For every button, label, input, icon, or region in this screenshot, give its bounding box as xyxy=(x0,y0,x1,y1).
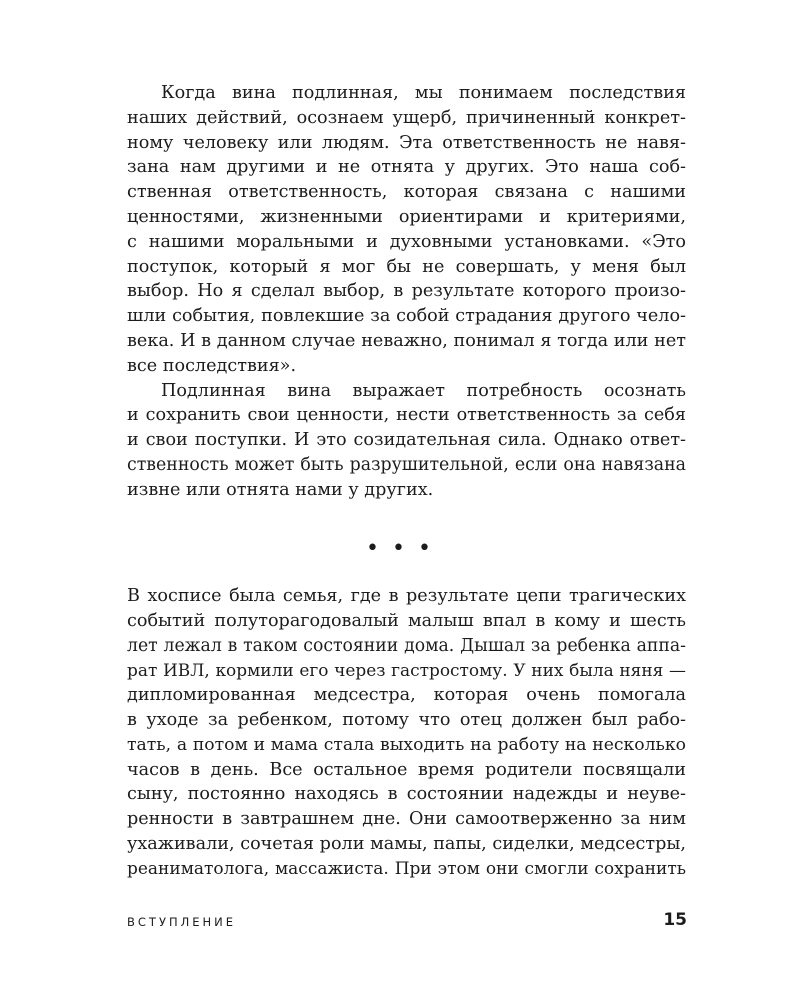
paragraph-1 xyxy=(127,81,686,379)
text-line: В хосписе была семья, где в результате цепи трагических xyxy=(127,586,686,606)
text-line: поступок, который я мог бы не совершать, у меня был xyxy=(127,256,686,277)
text-line: событий полуторагодовалый малыш впал в кому и шесть xyxy=(127,610,686,631)
text-line: реаниматолога, массажиста. При этом они смогли сохранить xyxy=(127,858,686,879)
text-line: дипломированная медсестра, которая очень помогала xyxy=(127,685,686,706)
text-line: лет лежал в таком состоянии дома. Дышал за ребенка аппа- xyxy=(127,635,686,656)
text-line: зана нам другими и не отнята у других. Это наша соб- xyxy=(127,157,686,178)
text-line: в уходе за ребенком, потому что отец должен был рабо- xyxy=(127,709,686,730)
text-line: и свои поступки. И это созидательная сила. Однако ответ- xyxy=(127,430,686,451)
text-line: ренности в завтрашнем дне. Они самоотверженно за ним xyxy=(127,809,686,830)
text-line: тать, а потом и мама стала выходить на работу на несколько xyxy=(127,734,686,755)
text-line: века. И в данном случае неважно, понимал я тогда или нет xyxy=(127,330,686,351)
paragraph-3 xyxy=(127,584,686,882)
text-block-lower xyxy=(127,584,686,882)
text-line: Подлинная вина выражает потребность осознать xyxy=(161,380,686,401)
text-block-upper xyxy=(127,81,686,503)
text-line: ухаживали, сочетая роли мамы, папы, сиделки, медсестры, xyxy=(127,833,686,854)
running-footer-section: ВСТУПЛЕНИЕ xyxy=(127,915,237,929)
text-line: ственная ответственность, которая связана с нашими xyxy=(127,182,686,203)
text-line: выбор. Но я сделал выбор, в результате которого произо- xyxy=(127,281,686,302)
text-line: с нашими моральными и духовными установками. «Это xyxy=(127,231,686,252)
text-line: все последствия». xyxy=(127,355,297,376)
text-line: сыну, постоянно находясь в состоянии надежды и неуве- xyxy=(127,784,686,805)
paragraph-2 xyxy=(127,379,686,503)
text-line: ственность может быть разрушительной, если она навязана xyxy=(127,454,686,475)
text-line: часов в день. Все остальное время родители посвящали xyxy=(127,759,686,780)
text-line: ному человеку или людям. Эта ответственность не навя- xyxy=(127,132,686,153)
text-line: Когда вина подлинная, мы понимаем последствия xyxy=(161,83,686,103)
text-line: ценностями, жизненными ориентирами и критериями, xyxy=(127,206,686,227)
text-line: рат ИВЛ, кормили его через гастростому. У них была няня — xyxy=(127,660,686,681)
page-number: 15 xyxy=(663,910,687,930)
text-line: наших действий, осознаем ущерб, причиненный конкрет- xyxy=(127,107,686,128)
text-line: извне или отнята нами у других. xyxy=(127,479,434,500)
section-separator: • • • xyxy=(366,536,434,561)
text-line: шли события, повлекшие за собой страдания другого чело- xyxy=(127,306,686,327)
text-line: и сохранить свои ценности, нести ответственность за себя xyxy=(127,405,686,426)
